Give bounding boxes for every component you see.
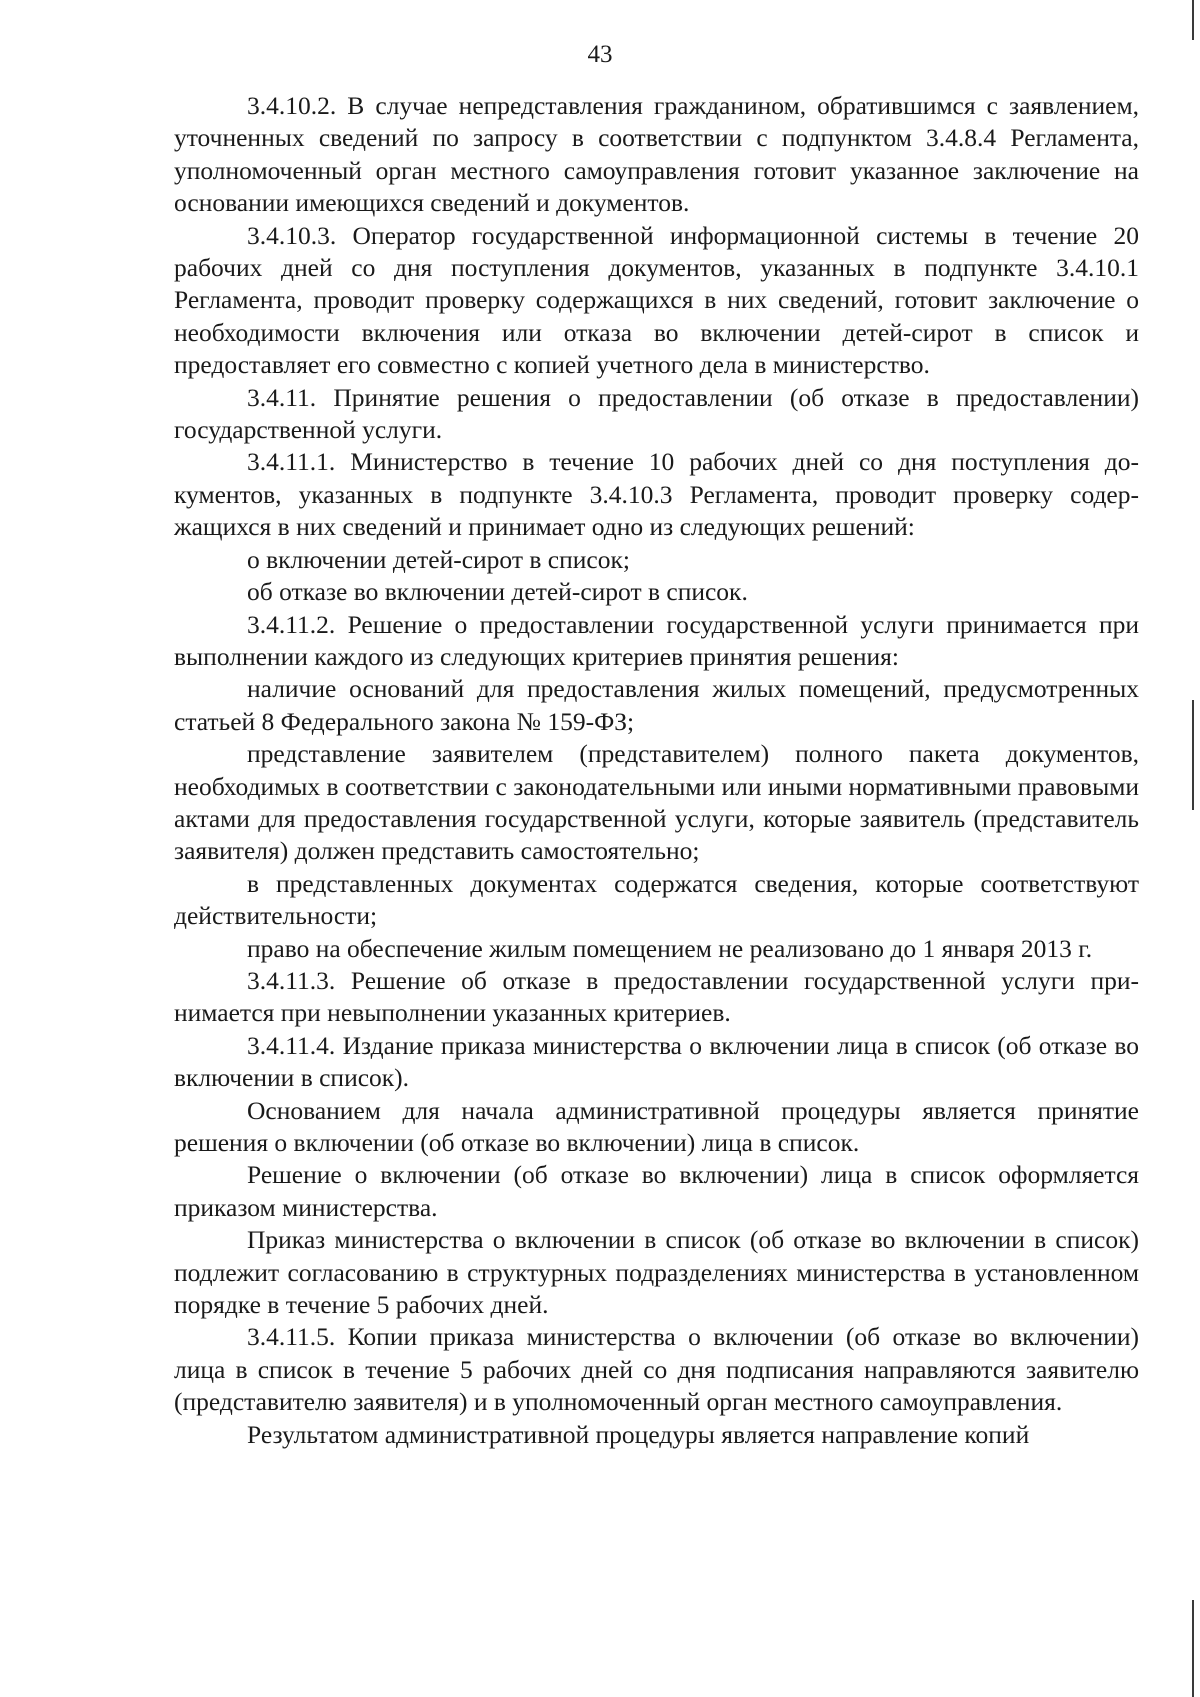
paragraph: Основанием для начала административной процедуры является принятие решения о включении (об отказе во включении) лица в список. [174, 1095, 1139, 1157]
paragraph: 3.4.11. Принятие решения о предоставлении (об отказе в предоставлении) государственной услуги. [174, 382, 1139, 445]
paragraph: 3.4.11.1. Министерство в течение 10 рабочих дней со дня поступления документов, указанных в подпункте 3.4.10.3 Регламента, проводит проверку содержащихся в них сведений и принимает одно из следующих решений: [174, 447, 1139, 542]
paragraph: Приказ министерства о включении в список (об отказе во включении в список) подлежит согласованию в структурных подразделениях министерства в установленном порядке в течение 5 рабочих дней. [174, 1225, 1139, 1320]
paragraph: 3.4.11.2. Решение о предоставлении государственной услуги принимается при выполнении каждого из следующих критериев принятия решения: [174, 609, 1139, 671]
paragraph: о включении детей-сирот в список; [247, 544, 630, 574]
paragraph: в представленных документах содержатся сведения, которые соответствуют действительности; [174, 868, 1139, 931]
paragraph: представление заявителем (представителем) полного пакета документов, необходимых в соответствии с законодательными или иными нормативными правовыми актами для предоставления государственной услуги, которые заявитель (представитель заявителя) должен представить самостоятельно; [174, 739, 1139, 866]
scan-edge-mark [1192, 1600, 1194, 1697]
paragraph: 3.4.11.5. Копии приказа министерства о включении (об отказе во включении) лица в список в течение 5 рабочих дней со дня подписания направляются заявителю (представителю заявителя) и в уполномоченный орган местного самоуправления. [174, 1322, 1139, 1417]
body-text [174, 90, 1139, 1451]
scan-edge-mark [1192, 700, 1194, 810]
paragraph: 3.4.11.3. Решение об отказе в предоставлении государственной услуги принимается при невыполнении указанных критериев. [174, 965, 1139, 1028]
paragraph: право на обеспечение жилым помещением не реализовано до 1 января 2013 г. [247, 933, 1093, 963]
paragraph: Результатом административной процедуры является направление копий [247, 1419, 1030, 1449]
paragraph: 3.4.10.3. Оператор государственной информационной системы в течение 20 рабочих дней со дня поступления документов, указанных в подпункте 3.4.10.1 Регламента, проводит проверку содержащихся в них сведений, готовит заключение о необходимости включения или отказа во включении детей-сирот в список и предоставляет его совместно с копией учетного дела в министерство. [174, 220, 1139, 380]
paragraph: 3.4.11.4. Издание приказа министерства о включении лица в список (об отказе во включении в список). [174, 1030, 1139, 1093]
page-number: 43 [587, 41, 613, 68]
paragraph: наличие оснований для предоставления жилых помещений, предусмотренных статьей 8 Федерального закона № 159-ФЗ; [174, 674, 1139, 736]
paragraph: об отказе во включении детей-сирот в список. [247, 577, 748, 607]
scan-edge-mark [1192, 0, 1194, 40]
paragraph: 3.4.10.2. В случае непредставления гражданином, обратившимся с заявлением, уточненных сведений по запросу в соответствии с подпунктом 3.4.8.4 Регламента, уполномоченный орган местного самоуправления готовит указанное заключение на основании имеющихся сведений и документов. [174, 91, 1139, 218]
paragraph: Решение о включении (об отказе во включении) лица в список оформляется приказом министерства. [174, 1160, 1139, 1222]
